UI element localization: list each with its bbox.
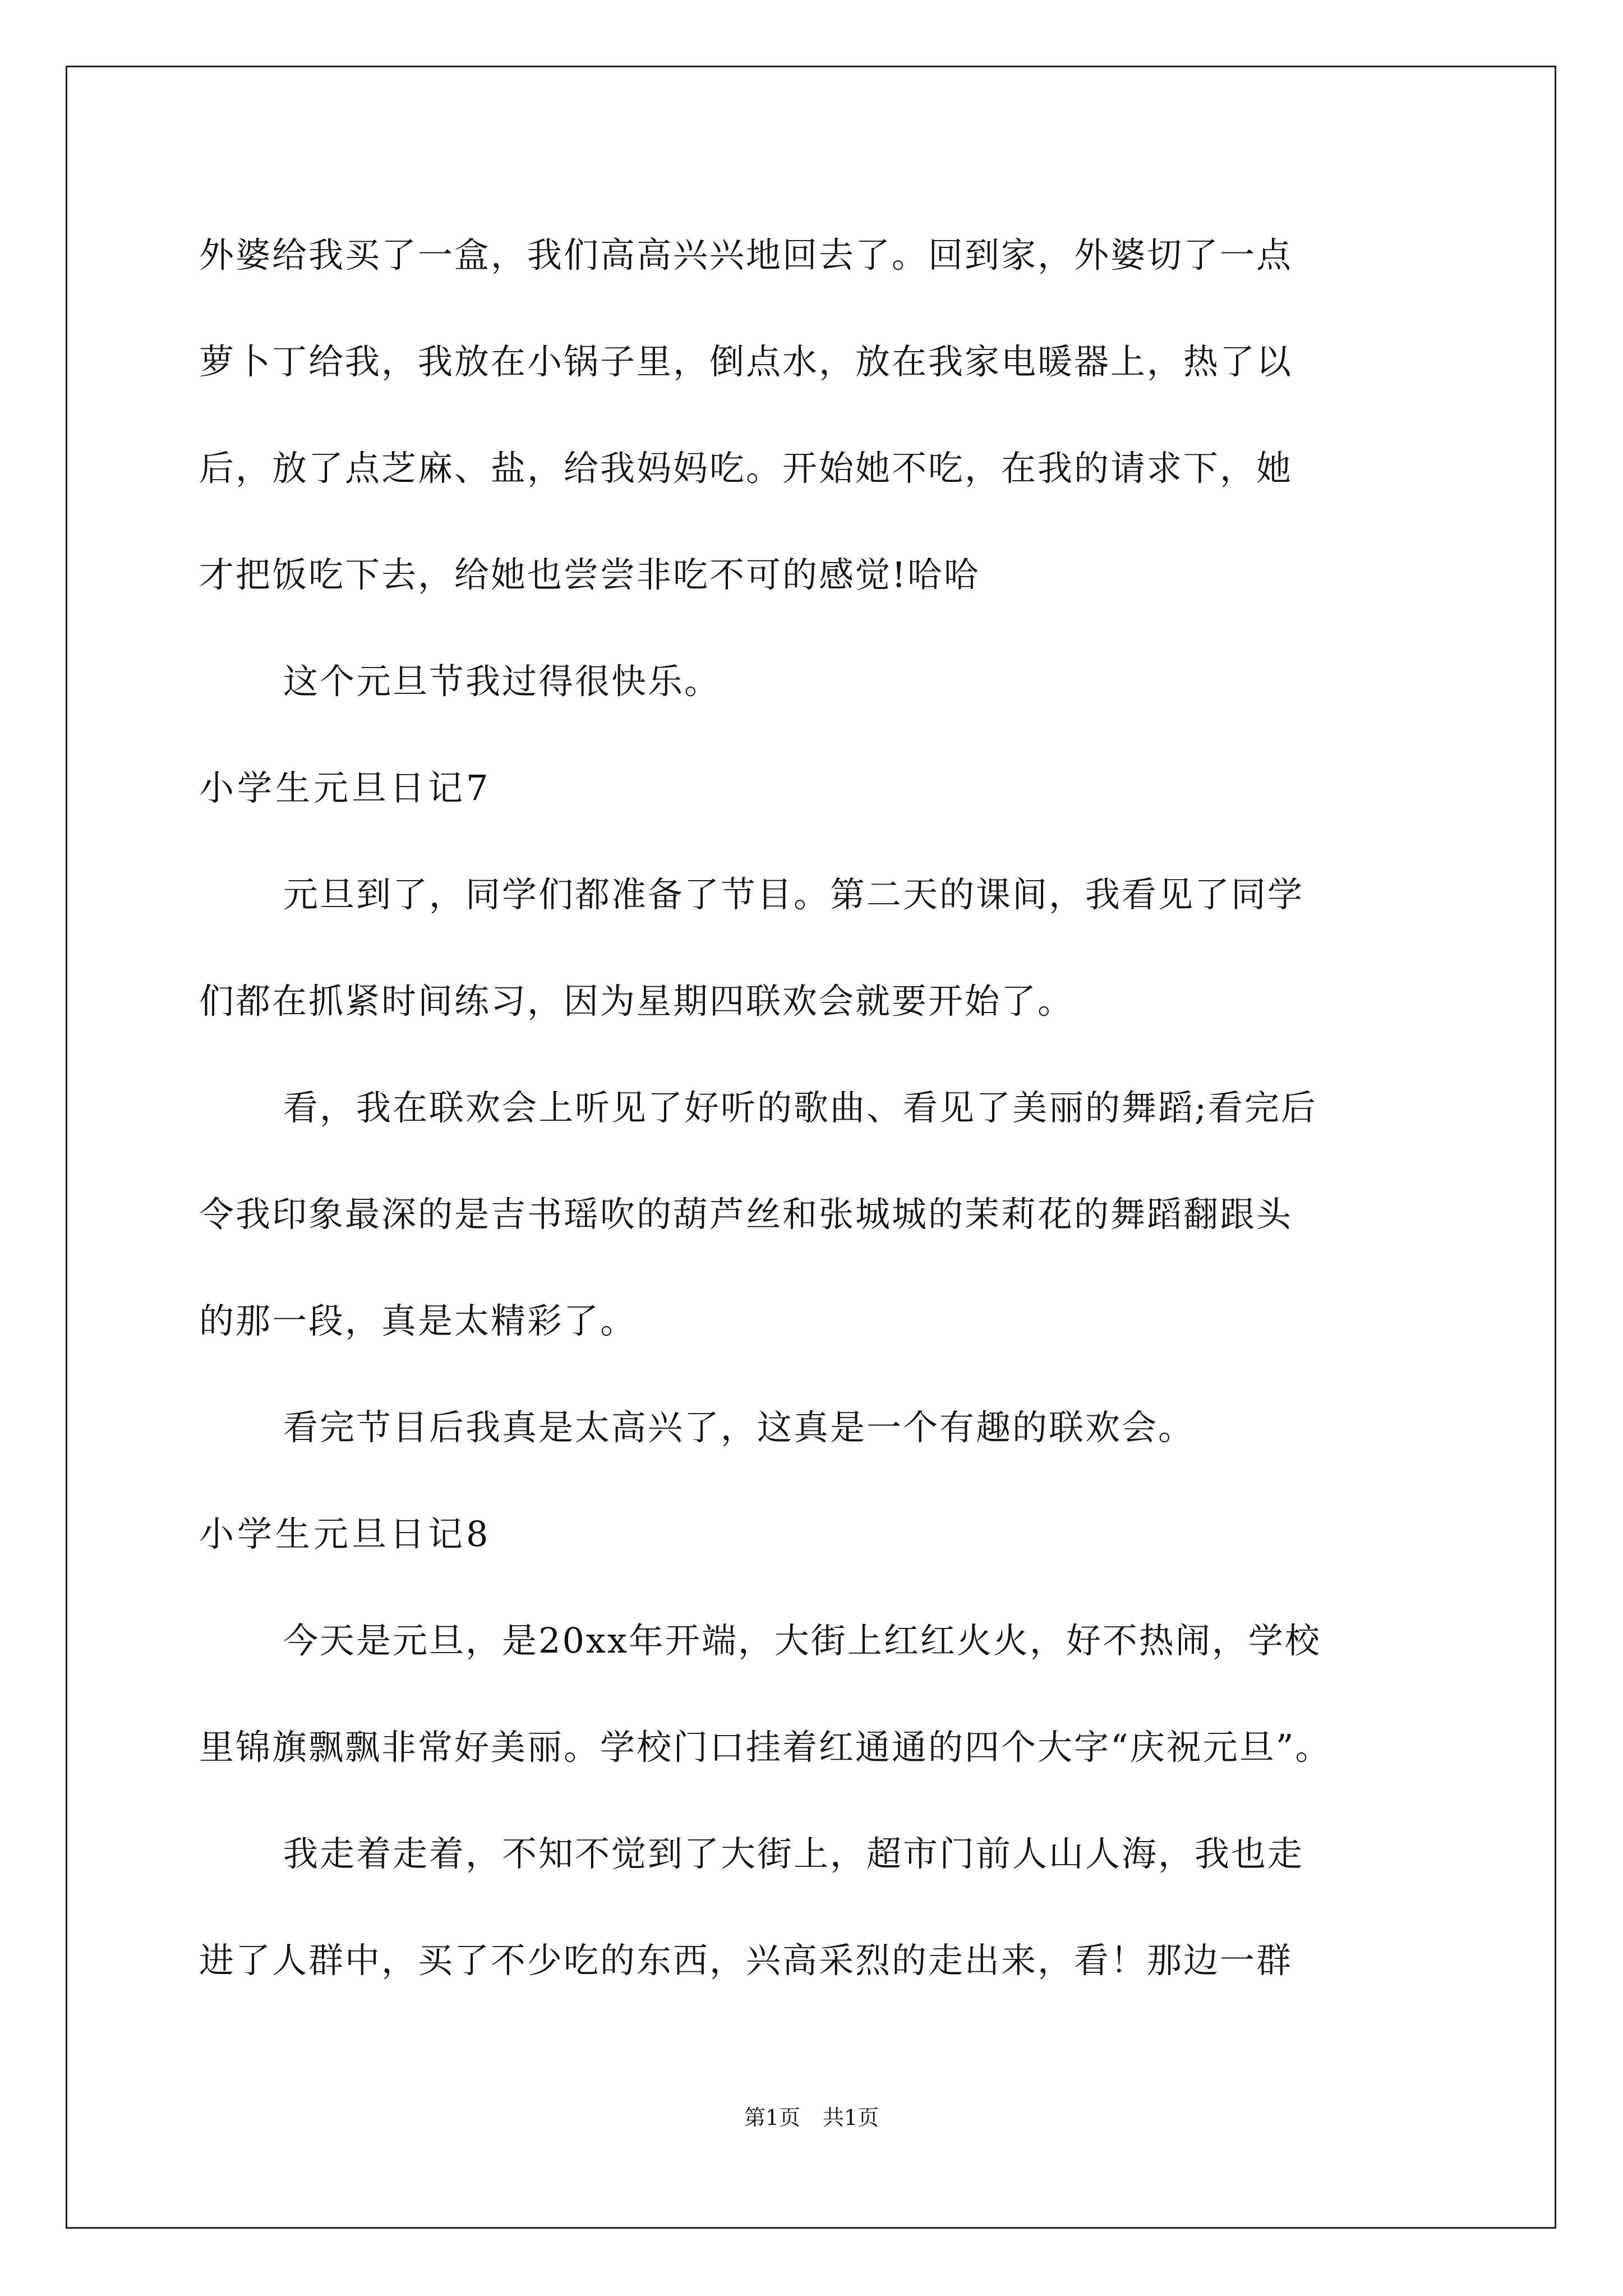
text-line: 这个元旦节我过得很快乐。	[283, 661, 721, 702]
page-number: 第1页	[744, 2105, 800, 2130]
text-line: 里锦旗飘飘非常好美丽。学校门口挂着红通通的四个大字“庆祝元旦”。	[199, 1727, 1332, 1768]
text-line: 看，我在联欢会上听见了好听的歌曲、看见了美丽的舞蹈;看完后	[283, 1087, 1317, 1128]
text-line: 的那一段，真是太精彩了。	[199, 1300, 637, 1341]
text-line: 才把饭吃下去，给她也尝尝非吃不可的感觉!哈哈	[199, 554, 980, 595]
text-line: 今天是元旦，是20xx年开端，大街上红红火火，好不热闹，学校	[283, 1620, 1321, 1661]
text-line: 我走着走着，不知不觉到了大街上，超市门前人山人海，我也走	[283, 1833, 1304, 1874]
text-line: 萝卜丁给我，我放在小锅子里，倒点水，放在我家电暖器上，热了以	[199, 341, 1293, 382]
page-total: 共1页	[823, 2105, 879, 2130]
text-line: 令我印象最深的是吉书瑶吹的葫芦丝和张城城的茉莉花的舞蹈翻跟头	[199, 1194, 1293, 1235]
section-heading: 小学生元旦日记8	[199, 1513, 492, 1554]
document-body	[199, 219, 1433, 2031]
text-line: 看完节目后我真是太高兴了，这真是一个有趣的联欢会。	[283, 1407, 1195, 1448]
text-line: 后，放了点芝麻、盐，给我妈妈吃。开始她不吃，在我的请求下，她	[199, 448, 1293, 489]
text-line: 进了人群中，买了不少吃的东西，兴高采烈的走出来，看！那边一群	[199, 1940, 1293, 1981]
section-heading: 小学生元旦日记7	[199, 767, 492, 808]
text-line: 元旦到了，同学们都准备了节目。第二天的课间，我看见了同学	[283, 874, 1304, 915]
page-footer	[0, 2104, 1623, 2132]
text-line: 们都在抓紧时间练习，因为星期四联欢会就要开始了。	[199, 981, 1075, 1022]
text-line: 外婆给我买了一盒，我们高高兴兴地回去了。回到家，外婆切了一点	[199, 234, 1293, 275]
